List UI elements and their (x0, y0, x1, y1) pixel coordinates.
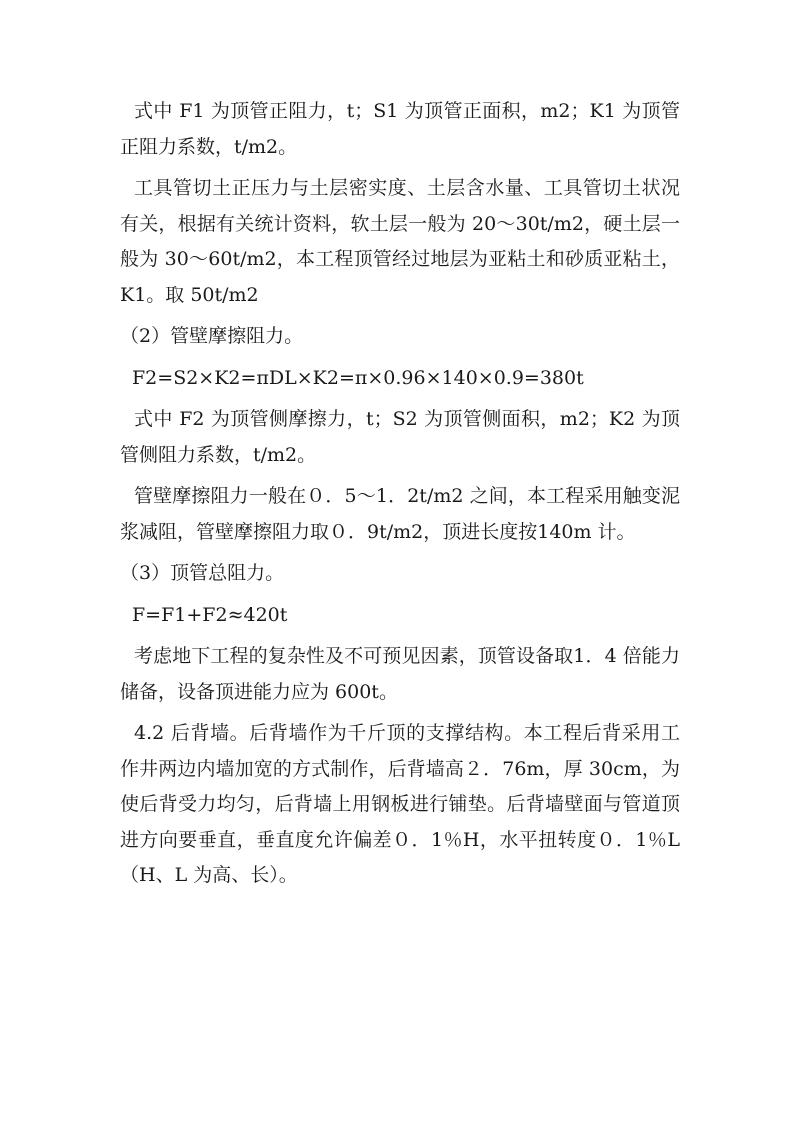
paragraph-f1-definition: 式中 F1 为顶管正阻力，t；S1 为顶管正面积，m2；K1 为顶管正阻力系数，t/m2。 (120, 100, 680, 158)
paragraph-back-wall: 4.2 后背墙。后背墙作为千斤顶的支撑结构。本工程后背采用工作井两边内墙加宽的方式制作，后背墙高２．76m，厚 30cm，为使后背受力均匀，后背墙上用钢板进行铺垫。后背墙壁面与管道顶进方向要垂直，垂直度允许偏差０．1％H，水平扭转度０．1％L（H、L 为高、长）。 (120, 722, 680, 886)
heading-wall-friction: （2）管壁摩擦阻力。 (120, 325, 304, 347)
heading-total-resistance: （3）顶管总阻力。 (120, 562, 285, 584)
paragraph-capacity-reserve: 考虑地下工程的复杂性及不可预见因素，顶管设备取1．4 倍能力储备，设备顶进能力应为 600t。 (120, 645, 680, 703)
document-body (120, 94, 680, 900)
paragraph-soil-pressure: 工具管切土正压力与土层密实度、土层含水量、工具管切土状况有关，根据有关统计资料，软土层一般为 20～30t/m2，硬土层一般为 30～60t/m2，本工程顶管经过地层为亚粘土和砂质亚粘土，K1。取 50t/m2 (120, 177, 680, 306)
formula-f2: F2=S2×K2=πDL×K2=π×0.96×140×0.9=380t (132, 366, 584, 389)
formula-f-total: F=F1+F2≈420t (132, 603, 288, 626)
paragraph-f2-definition: 式中 F2 为顶管侧摩擦力，t；S2 为顶管侧面积，m2；K2 为顶管侧阻力系数，t/m2。 (120, 408, 680, 466)
paragraph-wall-friction-value: 管壁摩擦阻力一般在０．5～1．2t/m2 之间，本工程采用触变泥浆减阻，管壁摩擦阻力取０．9t/m2，顶进长度按140m 计。 (120, 485, 680, 543)
